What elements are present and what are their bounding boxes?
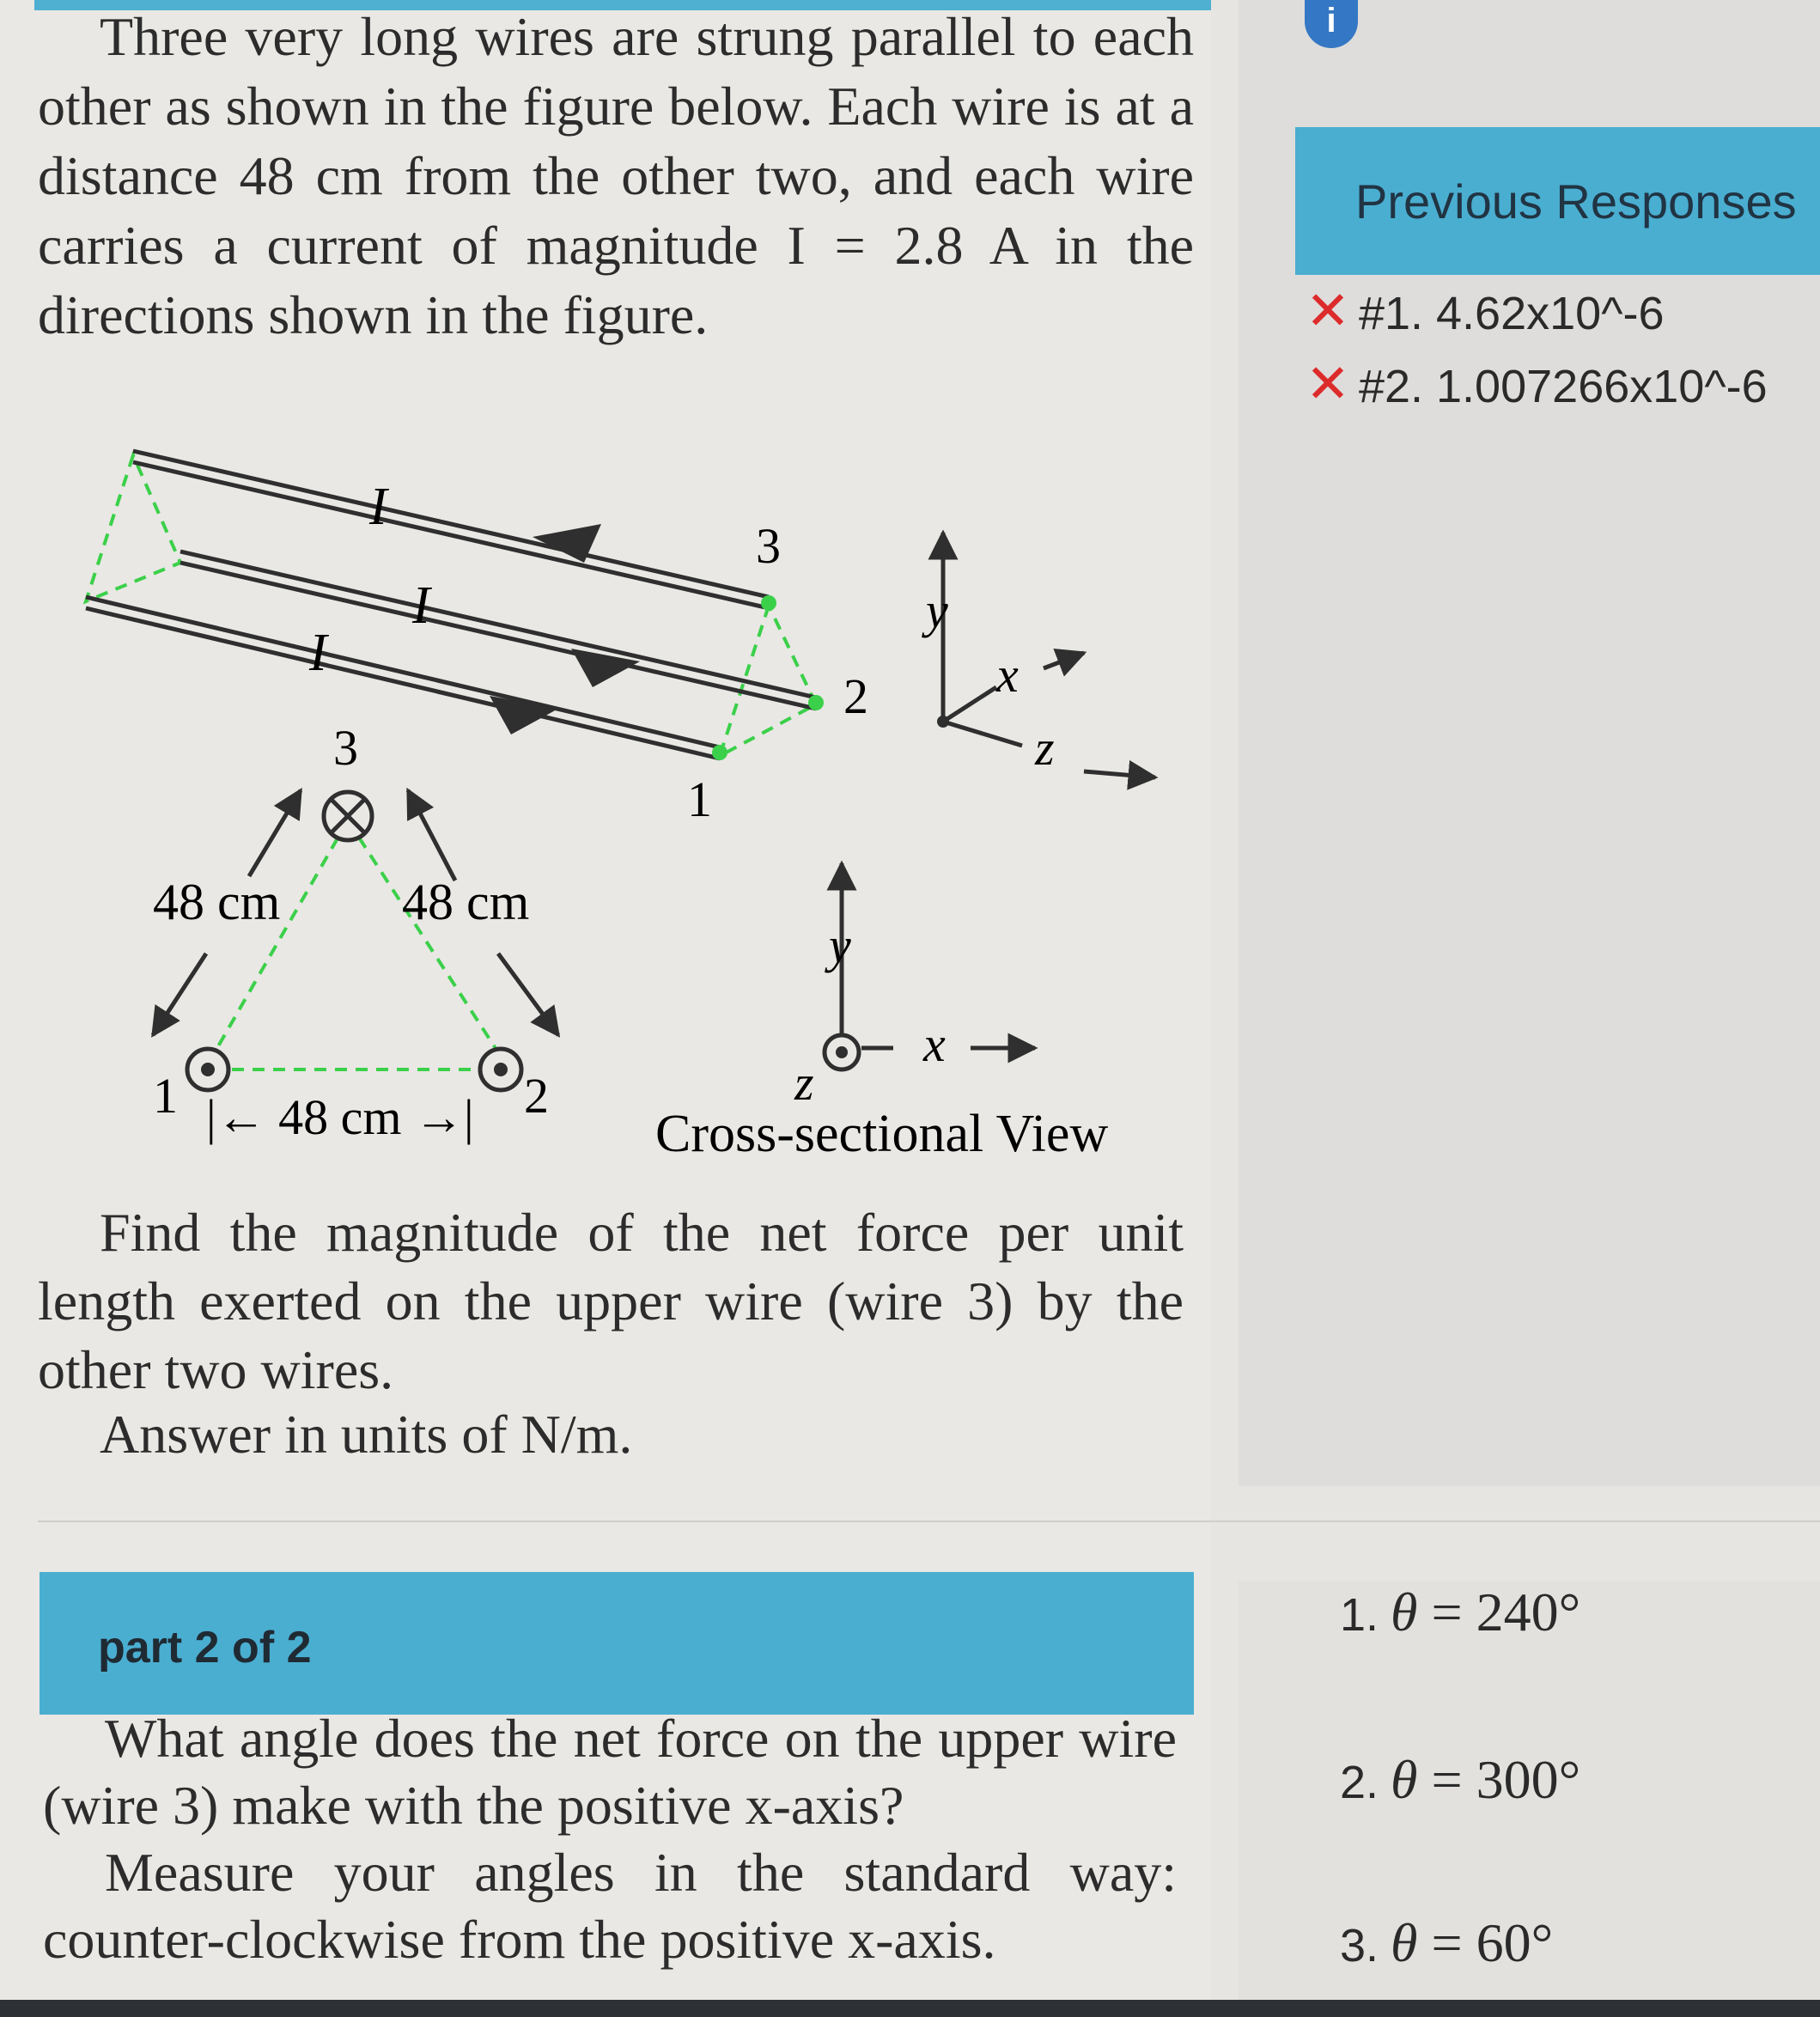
cs-z-label: z [794, 1055, 814, 1111]
choice-variable: θ [1391, 1749, 1418, 1810]
answer-choice-1[interactable] [1340, 1581, 1580, 1644]
current-label: I [412, 576, 430, 635]
part2-q2: Measure your angles in the standard way: counter-clockwise from the positive x-axis. [43, 1842, 1177, 1970]
x-axis-label: x [996, 647, 1019, 703]
question-main: Find the magnitude of the net force per unit length exerted on the upper wire (wire 3) by the other two wires. [38, 1202, 1184, 1400]
choice-variable: θ [1391, 1581, 1418, 1642]
response-text: #1. 4.62x10^-6 [1358, 288, 1665, 339]
cross-section-triangle [215, 820, 498, 1069]
choice-value: = 240° [1417, 1581, 1581, 1642]
end-triangles [86, 455, 816, 756]
y-axis-label: y [926, 582, 948, 638]
choice-variable: θ [1391, 1912, 1418, 1973]
distance-label-left: 48 cm [153, 874, 281, 930]
wire-figure [0, 412, 1211, 1211]
divider [38, 1520, 1820, 1522]
wires [86, 451, 816, 759]
current-label: I [369, 478, 387, 536]
choice-number: 3. [1340, 1920, 1379, 1971]
cs-y-label: y [829, 917, 851, 973]
cross-label-3: 3 [333, 720, 358, 776]
choice-value: = 300° [1417, 1749, 1581, 1810]
wire-label-1: 1 [687, 771, 712, 827]
response-item [1306, 279, 1665, 342]
part2-question [43, 1705, 1177, 1973]
cross-label-1: 1 [153, 1068, 178, 1124]
incorrect-icon: ✕ [1306, 355, 1350, 414]
incorrect-icon: ✕ [1306, 282, 1350, 341]
cross-label-2: 2 [524, 1068, 549, 1124]
response-item [1306, 352, 1768, 415]
previous-responses-header[interactable]: Previous Responses [1295, 127, 1820, 275]
choice-number: 2. [1340, 1757, 1379, 1808]
current-label: I [309, 624, 327, 682]
distance-label-right: 48 cm [402, 874, 530, 930]
answer-choice-2[interactable] [1340, 1748, 1580, 1812]
cs-x-label: x [923, 1016, 946, 1072]
answer-units: Answer in units of N/m. [100, 1404, 633, 1465]
info-icon[interactable]: i [1305, 0, 1358, 48]
choice-number: 1. [1340, 1589, 1379, 1641]
bottom-bar [0, 2000, 1820, 2017]
response-text: #2. 1.007266x10^-6 [1358, 361, 1768, 412]
distance-label-bottom: |← 48 cm →| [206, 1089, 474, 1145]
part2-q1: What angle does the net force on the upper wire (wire 3) make with the positive x-axis? [43, 1708, 1177, 1836]
answer-choice-3[interactable] [1340, 1911, 1553, 1975]
choice-value: = 60° [1417, 1912, 1554, 1973]
question-text [38, 1198, 1184, 1405]
part-label: part 2 of 2 [98, 1623, 312, 1673]
part-banner [40, 1572, 1194, 1715]
cross-section-caption: Cross-sectional View [655, 1105, 1109, 1163]
wire-label-3: 3 [756, 518, 781, 574]
wire-label-2: 2 [843, 668, 868, 724]
z-axis-label: z [1035, 720, 1055, 776]
problem-statement: Three very long wires are strung parallel to each other as shown in the figure below. Each wire is at a distance 48 cm from the other two, and each wire carries a current of magnitude I = 2.8 A in the directions shown in the figure. [38, 6, 1194, 345]
